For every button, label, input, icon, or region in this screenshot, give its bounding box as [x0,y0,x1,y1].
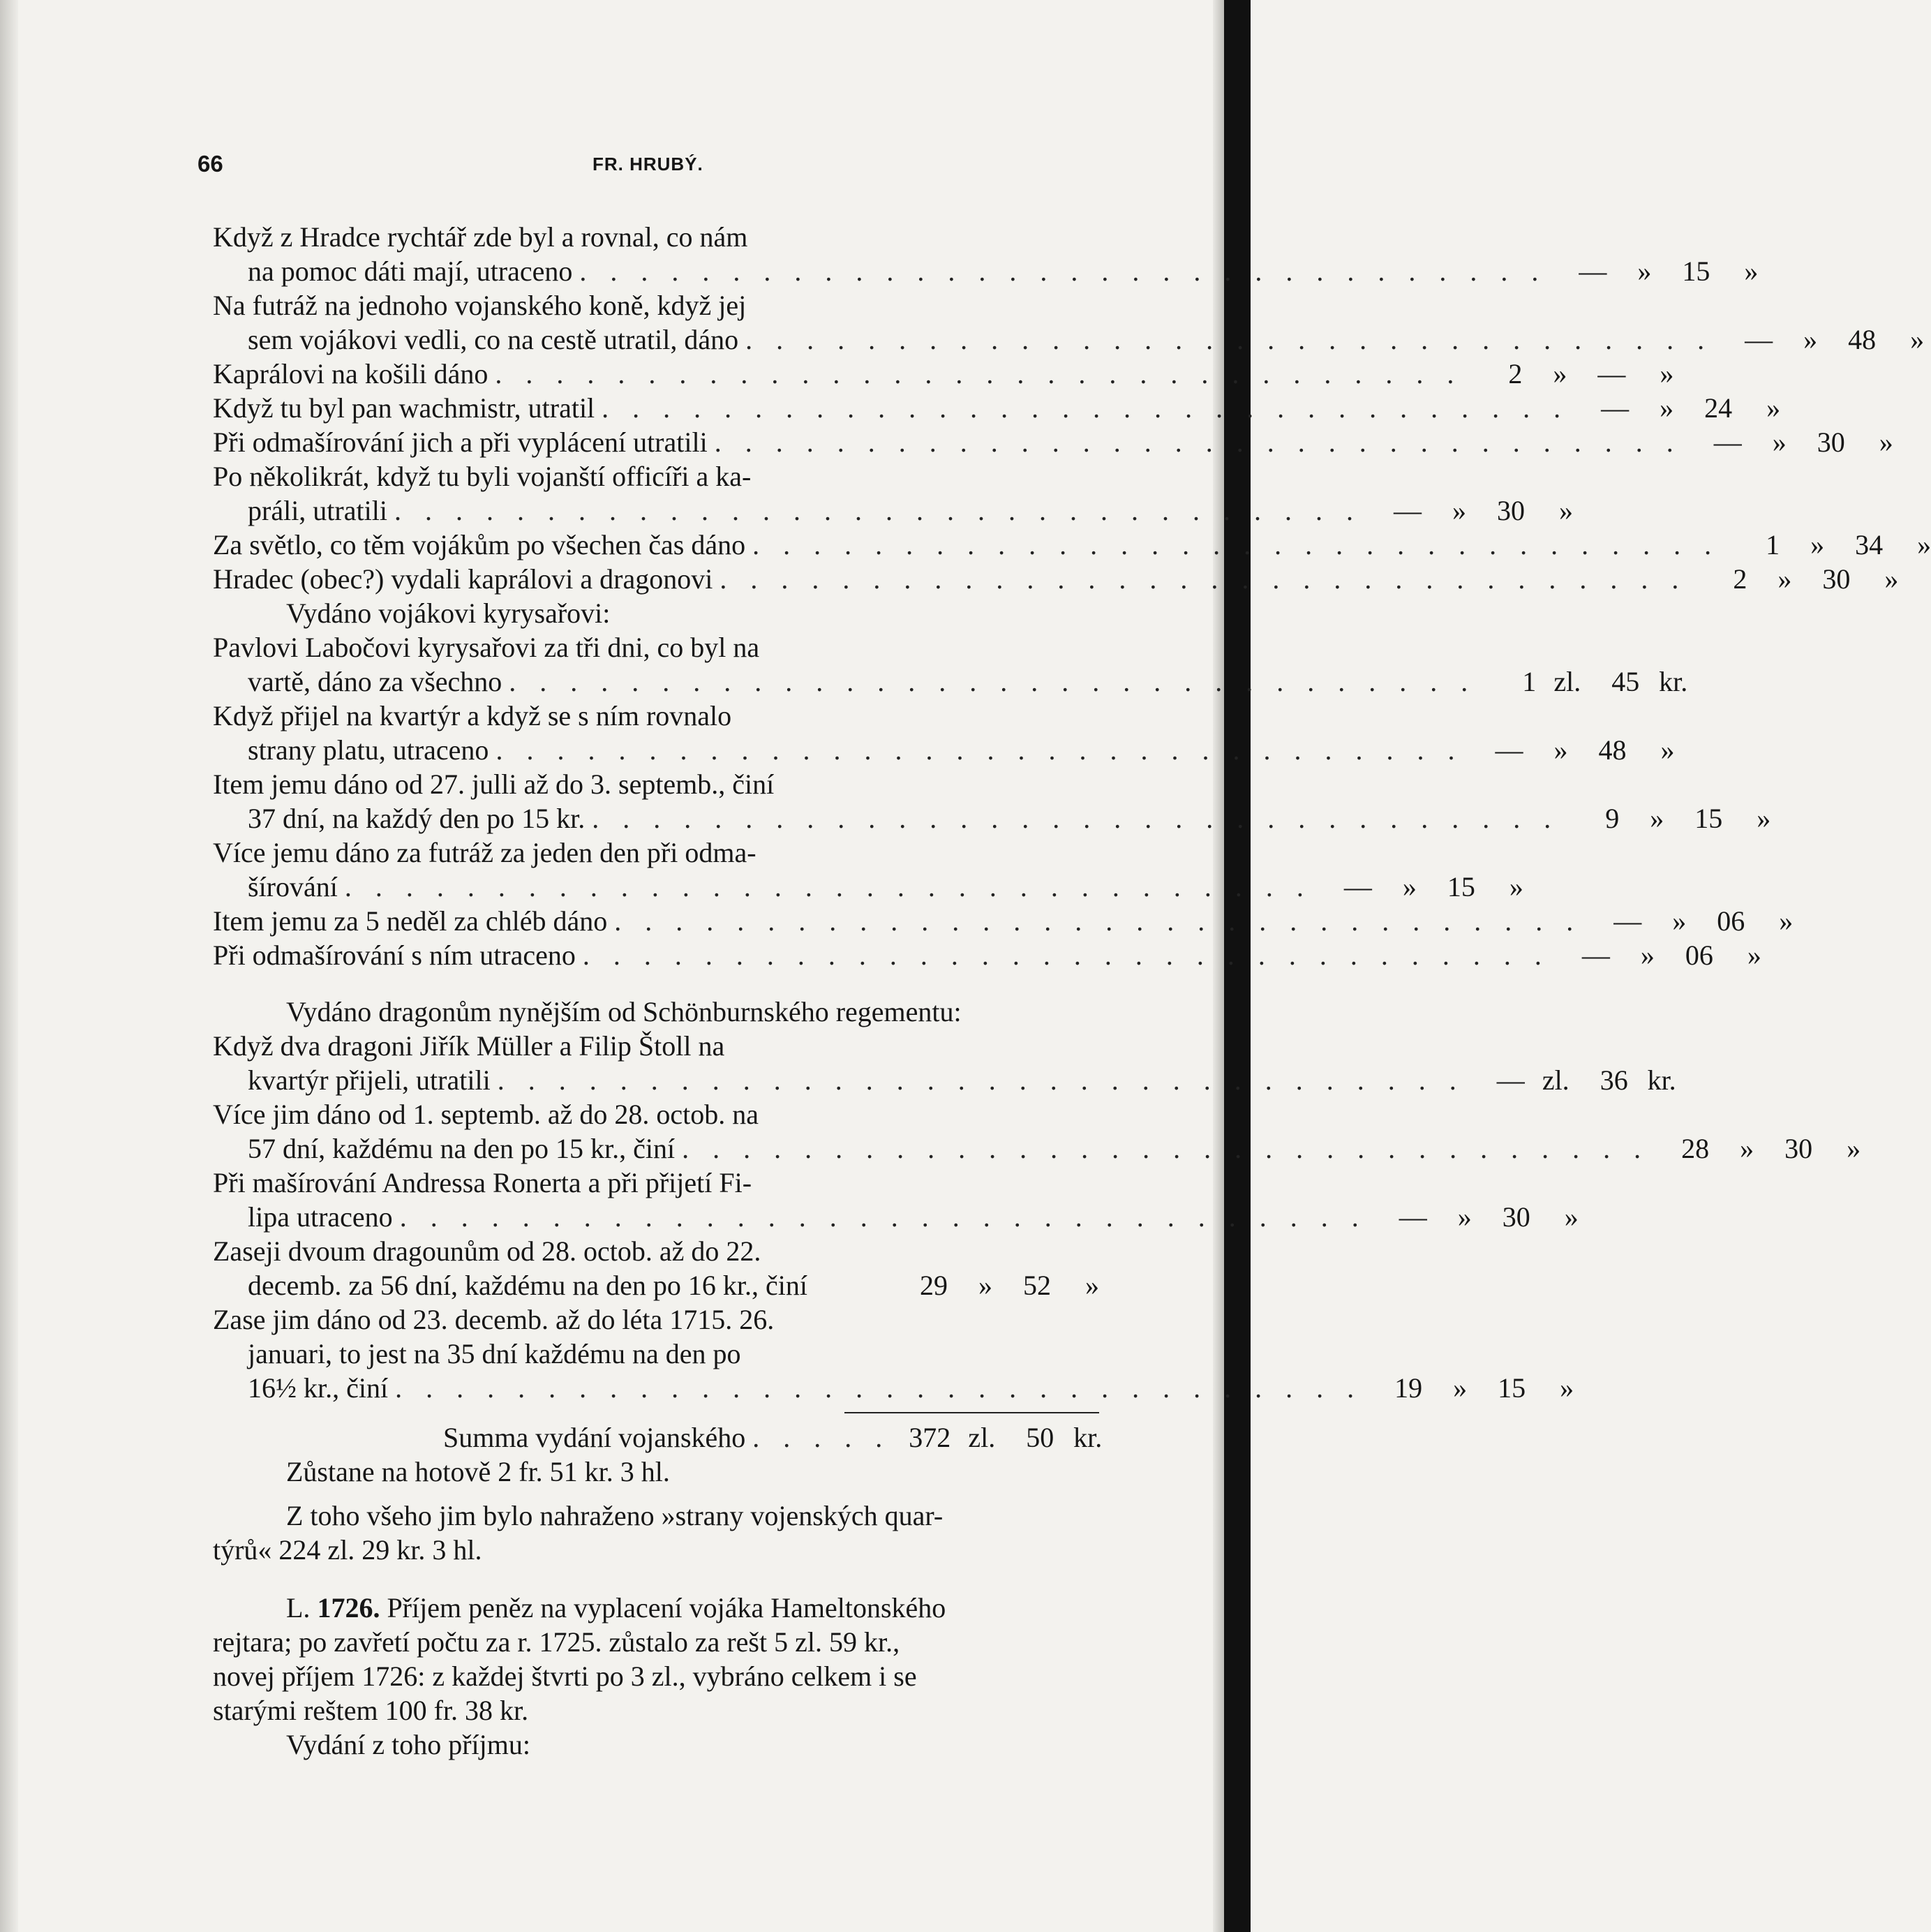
page-content [213,220,1931,1762]
amount-value: — [1399,1201,1427,1233]
entry-line [213,1371,1574,1405]
amount-value: 15 [1682,255,1710,287]
amount-value: 48 [1848,324,1877,355]
section-title-cuirassier: Vydáno vojákovi kyrysařovi: [286,597,611,629]
entry-text: Po několikrát, když tu byli vojanští officíři a ka- [213,461,752,492]
ledger-entry [213,459,1573,528]
entry-text: 16½ kr., činí [248,1372,389,1404]
amount-unit: » [1779,905,1794,937]
amount-unit: » [1772,426,1787,458]
entry-line [213,1234,1099,1268]
year-text: Příjem peněz na vyplacení vojáka Hameltonského [387,1592,946,1623]
amount-value: 15 [1694,803,1723,834]
entry-line [213,357,1674,391]
amount-value: 15 [1447,871,1475,902]
entry-amount [1566,801,1770,835]
amount-value: 29 [920,1270,948,1301]
entry-amount [1656,1131,1861,1166]
entries-dragoons [213,1029,1861,1405]
entry-text: Při mašírování Andressa Ronerta a při přijetí Fi- [213,1167,752,1198]
amount-unit: » [1740,1133,1754,1164]
amount-value: 2 [1508,358,1523,389]
page-header [197,151,1098,190]
entry-amount [1727,528,1931,562]
amount-unit: » [1564,1201,1579,1233]
leader-dots: . . . . . . . . . . . . . . . . . . . . . . . . . . . . . . . . [745,324,1713,355]
amount-unit: » [1660,392,1674,424]
amount-unit: » [1509,871,1523,902]
year-1726-line-4: starými reštem 100 fr. 38 kr. [213,1695,529,1726]
entry-line [213,1131,1861,1166]
leader-dots: . . . . . . . . . . . . . . . . . . . . . . . . . . . . . . . . [495,734,1463,766]
entry-amount [1369,493,1573,528]
entry-line [213,630,1099,664]
entry-line [213,254,1759,288]
entry-line [213,801,1771,835]
amount-value: — [1601,392,1630,424]
entry-text: 37 dní, na každý den po 15 kr. [248,803,586,834]
leader-dots: . . . . . [752,1422,891,1453]
amount-unit: » [1917,529,1931,560]
amount-value: 30 [1784,1133,1813,1164]
entry-amount [1557,938,1761,972]
ledger-entry [213,391,1781,425]
year-1726-line-2: rejtara; po zavřetí počtu za r. 1725. zůstalo za rešt 5 zl. 59 kr., [213,1626,900,1658]
entry-line [213,1029,1099,1063]
entry-line [213,391,1781,425]
entry-text: kvartýr přijeli, utratili [248,1064,491,1096]
ledger-entry [213,835,1523,904]
amount-value: 1 [1522,666,1537,697]
entry-text: Když tu byl pan wachmistr, utratil [213,392,595,424]
entry-amount [1553,254,1758,288]
entry-amount [1472,1063,1676,1097]
entry-text: práli, utratili [248,495,387,526]
entry-line [213,528,1931,562]
entry-text: Při odmašírování jich a při vyplácení utratili [213,426,708,458]
amount-value: 28 [1681,1133,1710,1164]
entry-text: vartě, dáno za všechno [248,666,502,697]
entry-text: sem vojákovi vedli, co na cestě utratil, dáno [248,324,739,355]
entry-line [213,562,1899,596]
amount-value: 06 [1685,939,1713,971]
reimbursed-line-1: Z toho všeho jim bylo nahraženo »strany vojenských quar- [286,1500,944,1531]
entry-text: Zase jim dáno od 23. decemb. až do léta 1715. 26. [213,1304,775,1335]
amount-value: 36 [1600,1064,1628,1096]
amount-unit: » [1810,529,1825,560]
amount-unit: zl. [1553,666,1581,697]
amount-value: 34 [1855,529,1884,560]
entry-text: Hradec (obec?) vydali kaprálovi a dragonovi [213,563,713,595]
sum-rule [844,1412,1099,1413]
entry-text: Když z Hradce rychtář zde byl a rovnal, co nám [213,221,748,253]
amount-unit: » [1744,255,1759,287]
scan-edge-left [0,0,18,1932]
amount-unit: » [1879,426,1893,458]
amount-unit: » [1560,1372,1574,1404]
amount-unit: » [1553,734,1568,766]
amount-unit: » [978,1270,992,1301]
ledger-entry [213,904,1794,938]
amount-unit: » [1660,734,1675,766]
amount-unit: » [1085,1270,1099,1301]
amount-value: — [1597,358,1626,389]
amount-unit: » [1457,1201,1472,1233]
leader-dots: . . . . . . . . . . . . . . . . . . . . . . . . . . . . . . . . [509,666,1477,697]
entries-cuirassier [213,630,1794,972]
entry-line [213,220,1099,254]
amount-value: 24 [1704,392,1733,424]
amount-unit: » [1453,1372,1468,1404]
amount-value: 30 [1502,1201,1530,1233]
amount-unit: zl. [1542,1064,1570,1096]
section-title-dragoons: Vydáno dragonům nynějším od Schönburnského regementu: [286,996,962,1027]
entry-amount [1576,391,1780,425]
spacer [213,1489,1099,1499]
leader-dots: . . . . . . . . . . . . . . . . . . . . . . . . . . . . . . . . [582,939,1550,971]
year-prefix: L. [286,1592,311,1623]
ledger-entry [213,528,1931,562]
amount-value: — [1581,939,1610,971]
entry-line [213,459,1099,493]
entry-text: Více jemu dáno za futráž za jeden den při odma- [213,837,756,868]
year-1726-line-3: novej příjem 1726: z každej štvrti po 3 zl., vybráno celkem i se [213,1660,917,1692]
entry-amount [1319,870,1523,904]
amount-value: — [1713,426,1742,458]
ledger-entry [213,1029,1676,1097]
amount-unit: » [1803,324,1818,355]
year-label: 1726. [317,1592,380,1623]
entry-line [213,870,1523,904]
entry-line [213,1302,1099,1337]
entry-line [213,493,1573,528]
entry-line [213,1200,1579,1234]
ledger-entry [213,767,1771,835]
amount-unit: » [1553,358,1567,389]
ledger-entry [213,220,1759,288]
amount-value: 45 [1611,666,1640,697]
leader-dots: . . . . . . . . . . . . . . . . . . . . . . . . . . . . . . . . [752,529,1720,560]
entry-line [213,1166,1099,1200]
leader-dots: . . . . . . . . . . . . . . . . . . . . . . . . . . . . . . . . [714,426,1682,458]
remains-line [213,1455,1099,1489]
year-1726-line-1 [213,1591,1099,1625]
entry-line [213,767,1099,801]
remains-text: Zůstane na hotově 2 fr. 51 kr. 3 hl. [286,1456,670,1487]
entry-amount [1694,562,1898,596]
leader-dots: . . . . . . . . . . . . . . . . . . . . . . . . . . . . . . . . [579,255,1547,287]
amount-unit: » [1672,905,1687,937]
leader-dots: . . . . . . . . . . . . . . . . . . . . . . . . . . . . . . . . [495,358,1463,389]
entry-text: 57 dní, každému na den po 15 kr., činí [248,1133,676,1164]
entry-text: Na futráž na jednoho vojanského koně, když jej [213,290,747,321]
amount-value: 30 [1822,563,1851,595]
amount-value: — [1496,1064,1525,1096]
entry-line [213,1063,1676,1097]
amount-value: — [1579,255,1607,287]
amount-unit: kr. [1659,666,1688,697]
amount-unit: » [1452,495,1466,526]
ledger-entry [213,425,1893,459]
amount-unit: » [1777,563,1792,595]
leader-dots: . . . . . . . . . . . . . . . . . . . . . . . . . . . . . . . . [602,392,1570,424]
amount-value: — [1495,734,1523,766]
entry-amount [1469,357,1673,391]
summa-amount [897,1420,1102,1455]
leader-dots: . . . . . . . . . . . . . . . . . . . . . . . . . . . . . . . . [720,563,1687,595]
amount-unit: » [1650,803,1664,834]
amount-value: — [1343,871,1372,902]
amount-unit: zl. [968,1422,996,1453]
entry-amount [1720,322,1924,357]
amount-unit: » [1757,803,1771,834]
entry-text: lipa utraceno [248,1201,393,1233]
amount-value: 19 [1394,1372,1423,1404]
amount-unit: » [1910,324,1925,355]
expenses-heading: Vydání z toho příjmu: [286,1729,530,1760]
entry-line [213,1268,1099,1302]
running-head: FR. HRUBÝ. [592,154,703,174]
ledger-entry [213,1302,1574,1405]
ledger-entry [213,1097,1861,1166]
ledger-entry [213,938,1761,972]
leader-dots: . . . . . . . . . . . . . . . . . . . . . . . . . . . . . . . . [682,1133,1650,1164]
entry-line [213,1097,1099,1131]
entry-text: Kaprálovi na košili dáno [213,358,489,389]
summa-label: Summa vydání vojanského [443,1422,746,1453]
amount-unit: » [1558,495,1573,526]
amount-unit: » [1847,1133,1861,1164]
summa-line [213,1420,1103,1455]
spacer [213,1567,1099,1591]
entry-amount [1588,904,1793,938]
leader-dots: . . . . . . . . . . . . . . . . . . . . . . . . . . . . . . . . [592,803,1560,834]
entry-text: Když přijel na kvartýr a když se s ním rovnalo [213,700,732,731]
spacer [213,972,1099,995]
amount-value: — [1613,905,1642,937]
amount-value: 2 [1733,563,1747,595]
amount-value: 30 [1496,495,1525,526]
entry-line [213,835,1099,870]
page-number: 66 [197,151,223,177]
amount-unit: kr. [1073,1422,1103,1453]
reimbursed-line-2: týrů« 224 zl. 29 kr. 3 hl. [213,1534,482,1566]
amount-value: 48 [1598,734,1627,766]
entry-text: na pomoc dáti mají, utraceno [248,255,573,287]
ledger-entry [213,1166,1579,1234]
ledger-entry [213,562,1899,596]
entry-amount [1689,425,1893,459]
entry-text: Item jemu dáno od 27. julli až do 3. septemb., činí [213,768,775,800]
entry-line [213,733,1675,767]
leader-dots: . . . . . . . . . . . . . . . . . . . . . . . . . . . . . . . . [399,1201,1367,1233]
entry-text: Zaseji dvoum dragounům od 28. octob. až do 22. [213,1235,761,1267]
amount-value: 15 [1498,1372,1526,1404]
amount-unit: kr. [1647,1064,1676,1096]
leader-dots: . . . . . . . . . . . . . . . . . . . . . . . . . . . . . . . . [497,1064,1465,1096]
entry-text: šírování [248,871,338,902]
entry-line [213,904,1794,938]
leader-dots: . . . . . . . . . . . . . . . . . . . . . . . . . . . . . . . . [395,1372,1363,1404]
entry-text: januari, to jest na 35 dní každému na den po [248,1338,741,1369]
amount-unit: » [1747,939,1761,971]
ledger-entry [213,288,1925,357]
amount-value: 9 [1605,803,1620,834]
leader-dots: . . . . . . . . . . . . . . . . . . . . . . . . . . . . . . . . [344,871,1312,902]
ledger-entry [213,357,1674,391]
amount-value: 30 [1817,426,1845,458]
entry-line [213,938,1761,972]
entry-line [213,1337,1099,1371]
entry-line [213,322,1925,357]
leader-dots: . . . . . . . . . . . . . . . . . . . . . . . . . . . . . . . . [394,495,1362,526]
entry-text: decemb. za 56 dní, každému na den po 16 kr., činí [248,1270,807,1301]
amount-value: 372 [909,1422,951,1453]
amount-unit: » [1660,358,1674,389]
amount-value: 50 [1026,1422,1054,1453]
entry-text: Při odmašírování s ním utraceno [213,939,576,971]
entry-line [213,425,1893,459]
amount-unit: » [1766,392,1781,424]
amount-value: 52 [1023,1270,1051,1301]
entry-amount [1374,1200,1579,1234]
leader-dots: . . . . . . . . . . . . . . . . . . . . . . . . . . . . . . . . [614,905,1582,937]
entry-line [213,664,1688,699]
entry-text: Pavlovi Labočovi kyrysařovi za tři dni, co byl na [213,632,760,663]
amount-value: 1 [1766,529,1780,560]
entry-line [213,288,1099,322]
entry-amount [895,1268,1099,1302]
entry-text: Když dva dragoni Jiřík Müller a Filip Štoll na [213,1030,725,1062]
entry-line [213,699,1099,733]
entry-amount [1369,1371,1574,1405]
amount-unit: » [1637,255,1652,287]
ledger-entry [213,630,1688,699]
entry-amount [1483,664,1687,699]
entry-text: Více jim dáno od 1. septemb. až do 28. octob. na [213,1099,759,1130]
entry-text: strany platu, utraceno [248,734,489,766]
entries-general [213,220,1931,596]
amount-unit: » [1884,563,1899,595]
amount-value: — [1393,495,1422,526]
ledger-entry [213,1234,1099,1302]
amount-unit: » [1640,939,1655,971]
amount-value: 06 [1717,905,1745,937]
entry-amount [1470,733,1674,767]
entry-text: Za světlo, co těm vojákům po všechen čas dáno [213,529,746,560]
ledger-entry [213,699,1675,767]
amount-unit: » [1402,871,1417,902]
entry-text: Item jemu za 5 neděl za chléb dáno [213,905,608,937]
amount-value: — [1745,324,1773,355]
